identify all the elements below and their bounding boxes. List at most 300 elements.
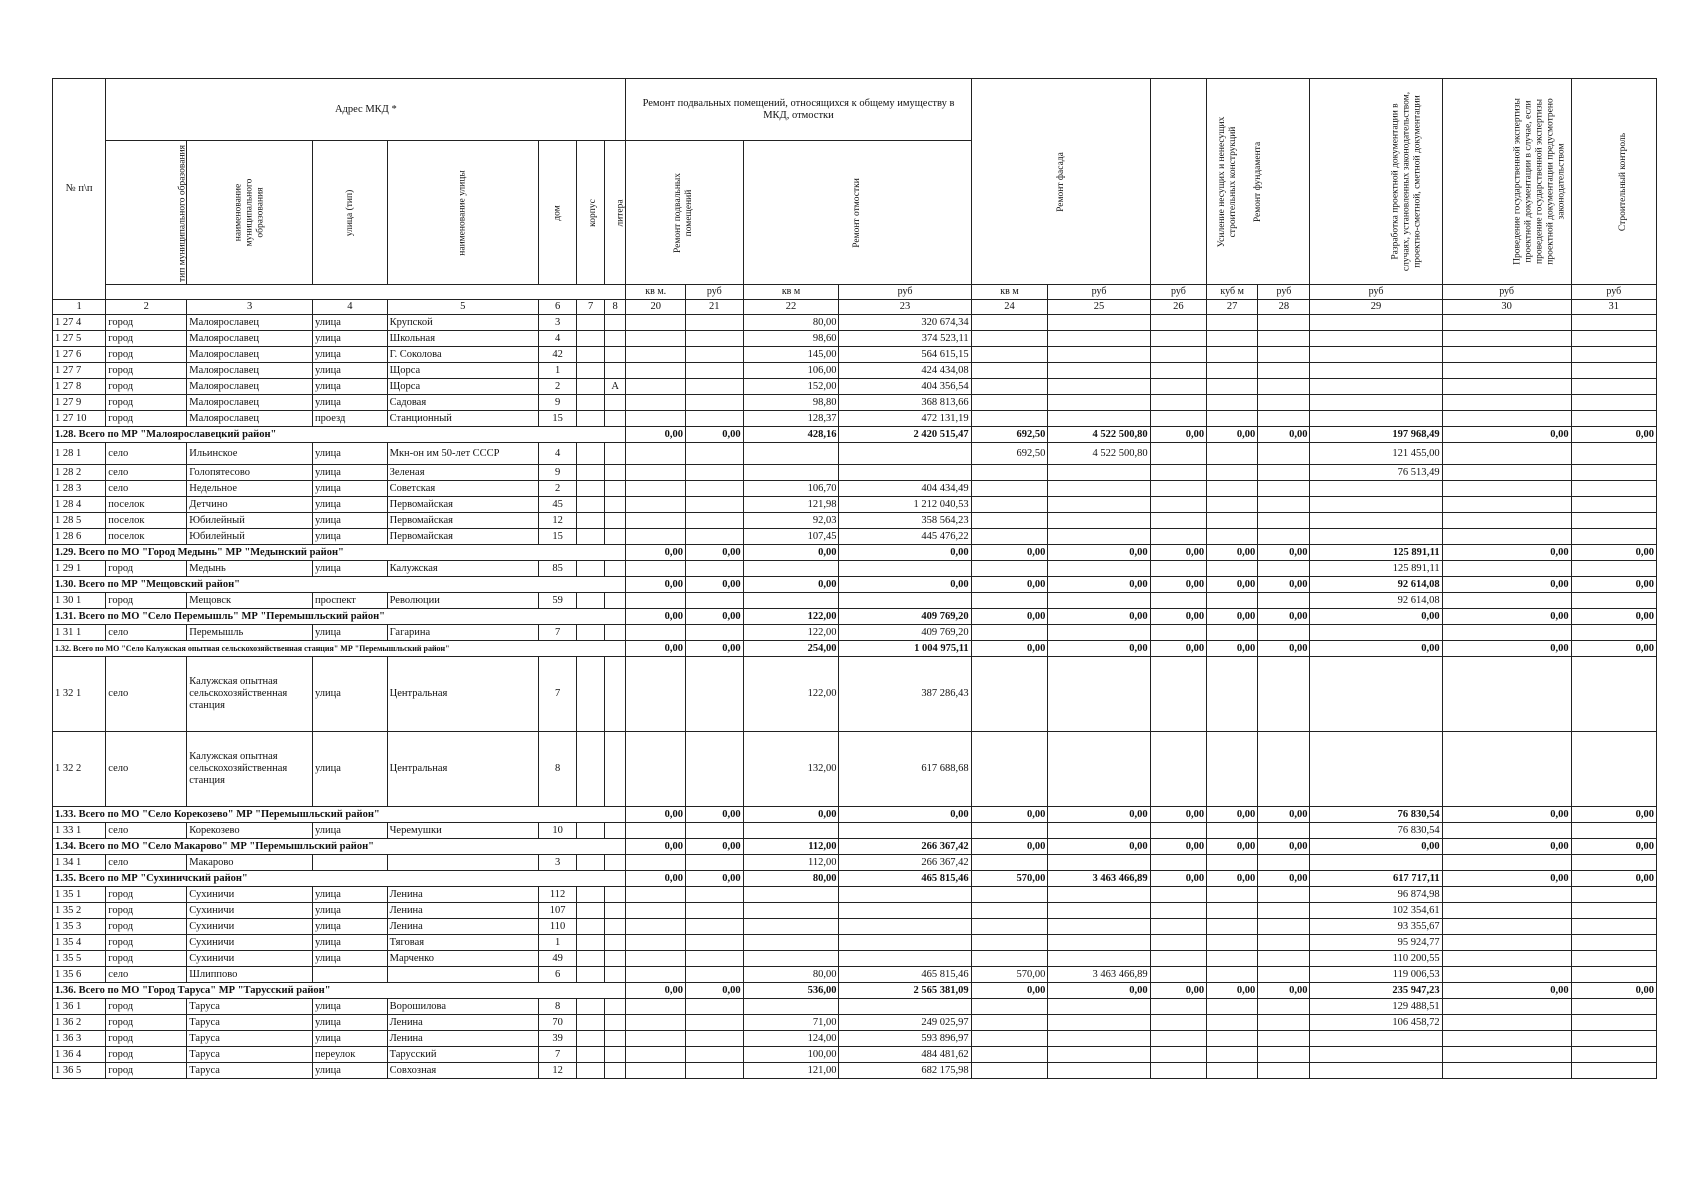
mo-type: село xyxy=(106,465,187,481)
value-c29 xyxy=(1310,331,1442,347)
subtotal-c20: 0,00 xyxy=(626,807,686,823)
row-number: 1 36 5 xyxy=(53,1063,106,1079)
value-c20 xyxy=(626,593,686,609)
value-c31 xyxy=(1571,1031,1656,1047)
value-c21 xyxy=(686,363,744,379)
value-c30 xyxy=(1442,1047,1571,1063)
value-c21 xyxy=(686,919,744,935)
colnum: 2 xyxy=(106,300,187,315)
subtotal-c24: 0,00 xyxy=(971,839,1048,855)
value-c31 xyxy=(1571,379,1656,395)
mo-type: город xyxy=(106,919,187,935)
value-c23: 266 367,42 xyxy=(839,855,971,871)
subtotal-c20: 0,00 xyxy=(626,545,686,561)
subtotal-c26: 0,00 xyxy=(1150,983,1206,999)
value-c25 xyxy=(1048,657,1150,732)
row-number: 1 33 1 xyxy=(53,823,106,839)
street-type: улица xyxy=(313,379,388,395)
value-c31 xyxy=(1571,1047,1656,1063)
subtotal-c29: 0,00 xyxy=(1310,609,1442,625)
value-c31 xyxy=(1571,443,1656,465)
value-c21 xyxy=(686,1047,744,1063)
table-row xyxy=(53,593,1657,609)
value-c27 xyxy=(1207,1031,1258,1047)
value-c29 xyxy=(1310,1063,1442,1079)
colnum: 26 xyxy=(1150,300,1206,315)
subtotal-c23: 0,00 xyxy=(839,545,971,561)
value-c22: 128,37 xyxy=(743,411,839,427)
subtotal-label: 1.34. Всего по МО "Село Макарово" МР "Перемышльский район" xyxy=(53,839,626,855)
value-c21 xyxy=(686,855,744,871)
street-name: Советская xyxy=(387,481,538,497)
value-c27 xyxy=(1207,593,1258,609)
value-c27 xyxy=(1207,347,1258,363)
street-name: Тяговая xyxy=(387,935,538,951)
value-c27 xyxy=(1207,411,1258,427)
mo-name: Юбилейный xyxy=(187,529,313,545)
street-name: Гагарина xyxy=(387,625,538,641)
value-c23: 249 025,97 xyxy=(839,1015,971,1031)
row-number: 1 31 1 xyxy=(53,625,106,641)
value-c27 xyxy=(1207,732,1258,807)
letter xyxy=(605,935,626,951)
building xyxy=(577,513,605,529)
letter xyxy=(605,363,626,379)
column-numbers-row xyxy=(53,300,1657,315)
subtotal-c22: 0,00 xyxy=(743,807,839,823)
table-row xyxy=(53,315,1657,331)
value-c29: 119 006,53 xyxy=(1310,967,1442,983)
letter xyxy=(605,481,626,497)
table-header xyxy=(53,79,1657,315)
building xyxy=(577,1015,605,1031)
value-c21 xyxy=(686,1063,744,1079)
building xyxy=(577,347,605,363)
subtotal-c25: 0,00 xyxy=(1048,641,1150,657)
subtotal-c22: 254,00 xyxy=(743,641,839,657)
house-number: 7 xyxy=(538,657,576,732)
value-c28 xyxy=(1258,497,1310,513)
value-c26 xyxy=(1150,1063,1206,1079)
value-c31 xyxy=(1571,497,1656,513)
house-number: 42 xyxy=(538,347,576,363)
subtotal-c26: 0,00 xyxy=(1150,871,1206,887)
subtotal-c29: 76 830,54 xyxy=(1310,807,1442,823)
house-number: 1 xyxy=(538,935,576,951)
value-c23: 682 175,98 xyxy=(839,1063,971,1079)
value-c22: 152,00 xyxy=(743,379,839,395)
subtotal-label: 1.35. Всего по МР "Сухиничский район" xyxy=(53,871,626,887)
value-c30 xyxy=(1442,363,1571,379)
subtotal-c20: 0,00 xyxy=(626,641,686,657)
value-c23: 424 434,08 xyxy=(839,363,971,379)
mo-name: Голопятесово xyxy=(187,465,313,481)
value-c24 xyxy=(971,497,1048,513)
value-c26 xyxy=(1150,395,1206,411)
value-c21 xyxy=(686,331,744,347)
street-name: Ленина xyxy=(387,919,538,935)
street-type: улица xyxy=(313,395,388,411)
value-c28 xyxy=(1258,999,1310,1015)
mo-name: Малоярославец xyxy=(187,363,313,379)
value-c31 xyxy=(1571,331,1656,347)
value-c26 xyxy=(1150,657,1206,732)
value-c24 xyxy=(971,411,1048,427)
value-c20 xyxy=(626,497,686,513)
subtotal-c26: 0,00 xyxy=(1150,577,1206,593)
street-name: Щорса xyxy=(387,363,538,379)
subtotal-c26: 0,00 xyxy=(1150,641,1206,657)
subtotal-c31: 0,00 xyxy=(1571,641,1656,657)
value-c23 xyxy=(839,443,971,465)
subtotal-c25: 3 463 466,89 xyxy=(1048,871,1150,887)
value-c23: 368 813,66 xyxy=(839,395,971,411)
value-c29 xyxy=(1310,732,1442,807)
mo-name: Таруса xyxy=(187,1047,313,1063)
header-col4: улица (тип) xyxy=(344,189,355,236)
row-number: 1 27 10 xyxy=(53,411,106,427)
table-row xyxy=(53,855,1657,871)
street-type: улица xyxy=(313,347,388,363)
value-c25 xyxy=(1048,411,1150,427)
house-number: 45 xyxy=(538,497,576,513)
row-number: 1 32 2 xyxy=(53,732,106,807)
unit-29: руб xyxy=(1310,285,1442,300)
value-c30 xyxy=(1442,593,1571,609)
letter xyxy=(605,919,626,935)
value-c31 xyxy=(1571,935,1656,951)
value-c27 xyxy=(1207,379,1258,395)
value-c24 xyxy=(971,379,1048,395)
house-number: 9 xyxy=(538,395,576,411)
mo-name: Перемышль xyxy=(187,625,313,641)
value-c22 xyxy=(743,935,839,951)
value-c20 xyxy=(626,481,686,497)
subtotal-c27: 0,00 xyxy=(1207,577,1258,593)
house-number: 12 xyxy=(538,513,576,529)
subtotal-label: 1.31. Всего по МО "Село Перемышль" МР "Перемышльский район" xyxy=(53,609,626,625)
house-number: 1 xyxy=(538,363,576,379)
value-c24 xyxy=(971,315,1048,331)
value-c29 xyxy=(1310,347,1442,363)
row-number: 1 36 2 xyxy=(53,1015,106,1031)
value-c28 xyxy=(1258,315,1310,331)
value-c29 xyxy=(1310,529,1442,545)
subtotal-c21: 0,00 xyxy=(686,983,744,999)
subtotal-c22: 428,16 xyxy=(743,427,839,443)
value-c31 xyxy=(1571,593,1656,609)
value-c26 xyxy=(1150,1031,1206,1047)
value-c26 xyxy=(1150,513,1206,529)
value-c23: 593 896,97 xyxy=(839,1031,971,1047)
value-c24 xyxy=(971,513,1048,529)
street-type: улица xyxy=(313,999,388,1015)
header-facade: Ремонт фасада xyxy=(1055,151,1066,212)
building xyxy=(577,967,605,983)
value-c23 xyxy=(839,593,971,609)
subtotal-c27: 0,00 xyxy=(1207,871,1258,887)
value-c20 xyxy=(626,855,686,871)
mo-type: город xyxy=(106,331,187,347)
value-c27 xyxy=(1207,395,1258,411)
value-c26 xyxy=(1150,967,1206,983)
mo-type: город xyxy=(106,395,187,411)
units-row xyxy=(53,285,1657,300)
table-row xyxy=(53,732,1657,807)
subtotal-c23: 409 769,20 xyxy=(839,609,971,625)
value-c22: 92,03 xyxy=(743,513,839,529)
value-c26 xyxy=(1150,465,1206,481)
value-c25 xyxy=(1048,465,1150,481)
value-c28 xyxy=(1258,363,1310,379)
row-number: 1 35 5 xyxy=(53,951,106,967)
house-number: 10 xyxy=(538,823,576,839)
row-number: 1 27 7 xyxy=(53,363,106,379)
row-number: 1 27 4 xyxy=(53,315,106,331)
value-c30 xyxy=(1442,887,1571,903)
building xyxy=(577,395,605,411)
value-c30 xyxy=(1442,1063,1571,1079)
value-c31 xyxy=(1571,887,1656,903)
street-name: Центральная xyxy=(387,657,538,732)
value-c25 xyxy=(1048,315,1150,331)
colnum: 21 xyxy=(686,300,744,315)
table-row xyxy=(53,529,1657,545)
house-number: 12 xyxy=(538,1063,576,1079)
row-number: 1 28 3 xyxy=(53,481,106,497)
value-c24 xyxy=(971,331,1048,347)
value-c26 xyxy=(1150,919,1206,935)
row-number: 1 27 9 xyxy=(53,395,106,411)
subtotal-c31: 0,00 xyxy=(1571,577,1656,593)
house-number: 39 xyxy=(538,1031,576,1047)
street-name xyxy=(387,967,538,983)
house-number: 3 xyxy=(538,315,576,331)
table-body xyxy=(53,315,1657,1079)
table-row xyxy=(53,347,1657,363)
value-c31 xyxy=(1571,561,1656,577)
value-c29 xyxy=(1310,363,1442,379)
letter xyxy=(605,657,626,732)
letter xyxy=(605,625,626,641)
subtotal-c25: 0,00 xyxy=(1048,983,1150,999)
value-c25 xyxy=(1048,379,1150,395)
value-c24 xyxy=(971,561,1048,577)
repair-program-table xyxy=(52,78,1657,1079)
value-c23 xyxy=(839,919,971,935)
value-c28 xyxy=(1258,411,1310,427)
building xyxy=(577,443,605,465)
mo-type: село xyxy=(106,855,187,871)
value-c22: 80,00 xyxy=(743,315,839,331)
value-c28 xyxy=(1258,1063,1310,1079)
value-c31 xyxy=(1571,1015,1656,1031)
value-c24 xyxy=(971,657,1048,732)
mo-name: Таруса xyxy=(187,1015,313,1031)
mo-type: поселок xyxy=(106,497,187,513)
building xyxy=(577,1047,605,1063)
value-c22 xyxy=(743,887,839,903)
house-number: 112 xyxy=(538,887,576,903)
colnum: 4 xyxy=(313,300,388,315)
letter xyxy=(605,443,626,465)
street-type: улица xyxy=(313,513,388,529)
value-c25 xyxy=(1048,347,1150,363)
letter xyxy=(605,967,626,983)
value-c24 xyxy=(971,935,1048,951)
letter xyxy=(605,331,626,347)
value-c31 xyxy=(1571,855,1656,871)
value-c25 xyxy=(1048,903,1150,919)
subtotal-c24: 0,00 xyxy=(971,609,1048,625)
street-name: Тарусский xyxy=(387,1047,538,1063)
street-type: улица xyxy=(313,443,388,465)
letter xyxy=(605,465,626,481)
subtotal-c31: 0,00 xyxy=(1571,427,1656,443)
value-c22: 122,00 xyxy=(743,657,839,732)
value-c28 xyxy=(1258,443,1310,465)
subtotal-c20: 0,00 xyxy=(626,609,686,625)
header-col8: литера xyxy=(615,198,626,227)
colnum: 29 xyxy=(1310,300,1442,315)
street-type: улица xyxy=(313,497,388,513)
colnum: 8 xyxy=(605,300,626,315)
value-c21 xyxy=(686,625,744,641)
letter xyxy=(605,903,626,919)
subtotal-c29: 92 614,08 xyxy=(1310,577,1442,593)
value-c20 xyxy=(626,529,686,545)
street-name: Ленина xyxy=(387,887,538,903)
value-c20 xyxy=(626,315,686,331)
header-num: № п\п xyxy=(53,79,106,300)
value-c31 xyxy=(1571,823,1656,839)
subtotal-c24: 570,00 xyxy=(971,871,1048,887)
value-c21 xyxy=(686,657,744,732)
subtotal-c27: 0,00 xyxy=(1207,609,1258,625)
subtotal-c23: 0,00 xyxy=(839,807,971,823)
value-c29: 96 874,98 xyxy=(1310,887,1442,903)
mo-type: город xyxy=(106,593,187,609)
subtotal-c26: 0,00 xyxy=(1150,807,1206,823)
mo-name: Недельное xyxy=(187,481,313,497)
value-c29: 121 455,00 xyxy=(1310,443,1442,465)
house-number: 6 xyxy=(538,967,576,983)
subtotal-c21: 0,00 xyxy=(686,871,744,887)
row-number: 1 29 1 xyxy=(53,561,106,577)
value-c31 xyxy=(1571,465,1656,481)
unit-23: руб xyxy=(839,285,971,300)
building xyxy=(577,529,605,545)
mo-type: город xyxy=(106,347,187,363)
header-col7: корпус xyxy=(588,198,599,227)
letter xyxy=(605,823,626,839)
building xyxy=(577,315,605,331)
subtotal-c22: 112,00 xyxy=(743,839,839,855)
subtotal-c25: 0,00 xyxy=(1048,609,1150,625)
value-c30 xyxy=(1442,379,1571,395)
mo-name: Макарово xyxy=(187,855,313,871)
unit-20: кв м. xyxy=(626,285,686,300)
value-c24 xyxy=(971,625,1048,641)
value-c25 xyxy=(1048,1063,1150,1079)
subtotal-c21: 0,00 xyxy=(686,609,744,625)
row-number: 1 35 6 xyxy=(53,967,106,983)
header-foundation: Ремонт фундамента xyxy=(1253,141,1264,222)
value-c28 xyxy=(1258,593,1310,609)
value-c22: 112,00 xyxy=(743,855,839,871)
value-c22 xyxy=(743,465,839,481)
row-number: 1 35 1 xyxy=(53,887,106,903)
value-c20 xyxy=(626,625,686,641)
street-type: переулок xyxy=(313,1047,388,1063)
subtotal-c30: 0,00 xyxy=(1442,983,1571,999)
table-row xyxy=(53,561,1657,577)
house-number: 110 xyxy=(538,919,576,935)
colnum: 25 xyxy=(1048,300,1150,315)
subtotal-c29: 0,00 xyxy=(1310,839,1442,855)
subtotal-c27: 0,00 xyxy=(1207,807,1258,823)
house-number: 15 xyxy=(538,411,576,427)
table-row xyxy=(53,967,1657,983)
value-c24 xyxy=(971,919,1048,935)
subtotal-label: 1.36. Всего по МО "Город Таруса" МР "Тарусский район" xyxy=(53,983,626,999)
value-c31 xyxy=(1571,529,1656,545)
street-type: улица xyxy=(313,919,388,935)
value-c22: 106,00 xyxy=(743,363,839,379)
table-row xyxy=(53,1047,1657,1063)
value-c30 xyxy=(1442,443,1571,465)
value-c29 xyxy=(1310,411,1442,427)
street-type xyxy=(313,967,388,983)
value-c21 xyxy=(686,999,744,1015)
value-c28 xyxy=(1258,513,1310,529)
subtotal-row xyxy=(53,609,1657,625)
subtotal-row xyxy=(53,641,1657,657)
value-c31 xyxy=(1571,999,1656,1015)
colnum: 24 xyxy=(971,300,1048,315)
value-c23: 484 481,62 xyxy=(839,1047,971,1063)
value-c28 xyxy=(1258,481,1310,497)
value-c22 xyxy=(743,919,839,935)
value-c30 xyxy=(1442,1031,1571,1047)
street-name: Первомайская xyxy=(387,529,538,545)
value-c26 xyxy=(1150,1047,1206,1063)
value-c25 xyxy=(1048,363,1150,379)
subtotal-c30: 0,00 xyxy=(1442,839,1571,855)
street-type: улица xyxy=(313,1015,388,1031)
table-row xyxy=(53,823,1657,839)
value-c30 xyxy=(1442,903,1571,919)
building xyxy=(577,823,605,839)
value-c28 xyxy=(1258,395,1310,411)
mo-type: город xyxy=(106,411,187,427)
street-name: Г. Соколова xyxy=(387,347,538,363)
value-c22 xyxy=(743,823,839,839)
house-number: 49 xyxy=(538,951,576,967)
value-c30 xyxy=(1442,625,1571,641)
value-c29 xyxy=(1310,625,1442,641)
street-type: улица xyxy=(313,1031,388,1047)
value-c28 xyxy=(1258,347,1310,363)
value-c28 xyxy=(1258,1047,1310,1063)
street-type: улица xyxy=(313,331,388,347)
letter xyxy=(605,1063,626,1079)
value-c28 xyxy=(1258,1015,1310,1031)
value-c24 xyxy=(971,1031,1048,1047)
value-c21 xyxy=(686,561,744,577)
subtotal-c25: 0,00 xyxy=(1048,577,1150,593)
value-c26 xyxy=(1150,951,1206,967)
